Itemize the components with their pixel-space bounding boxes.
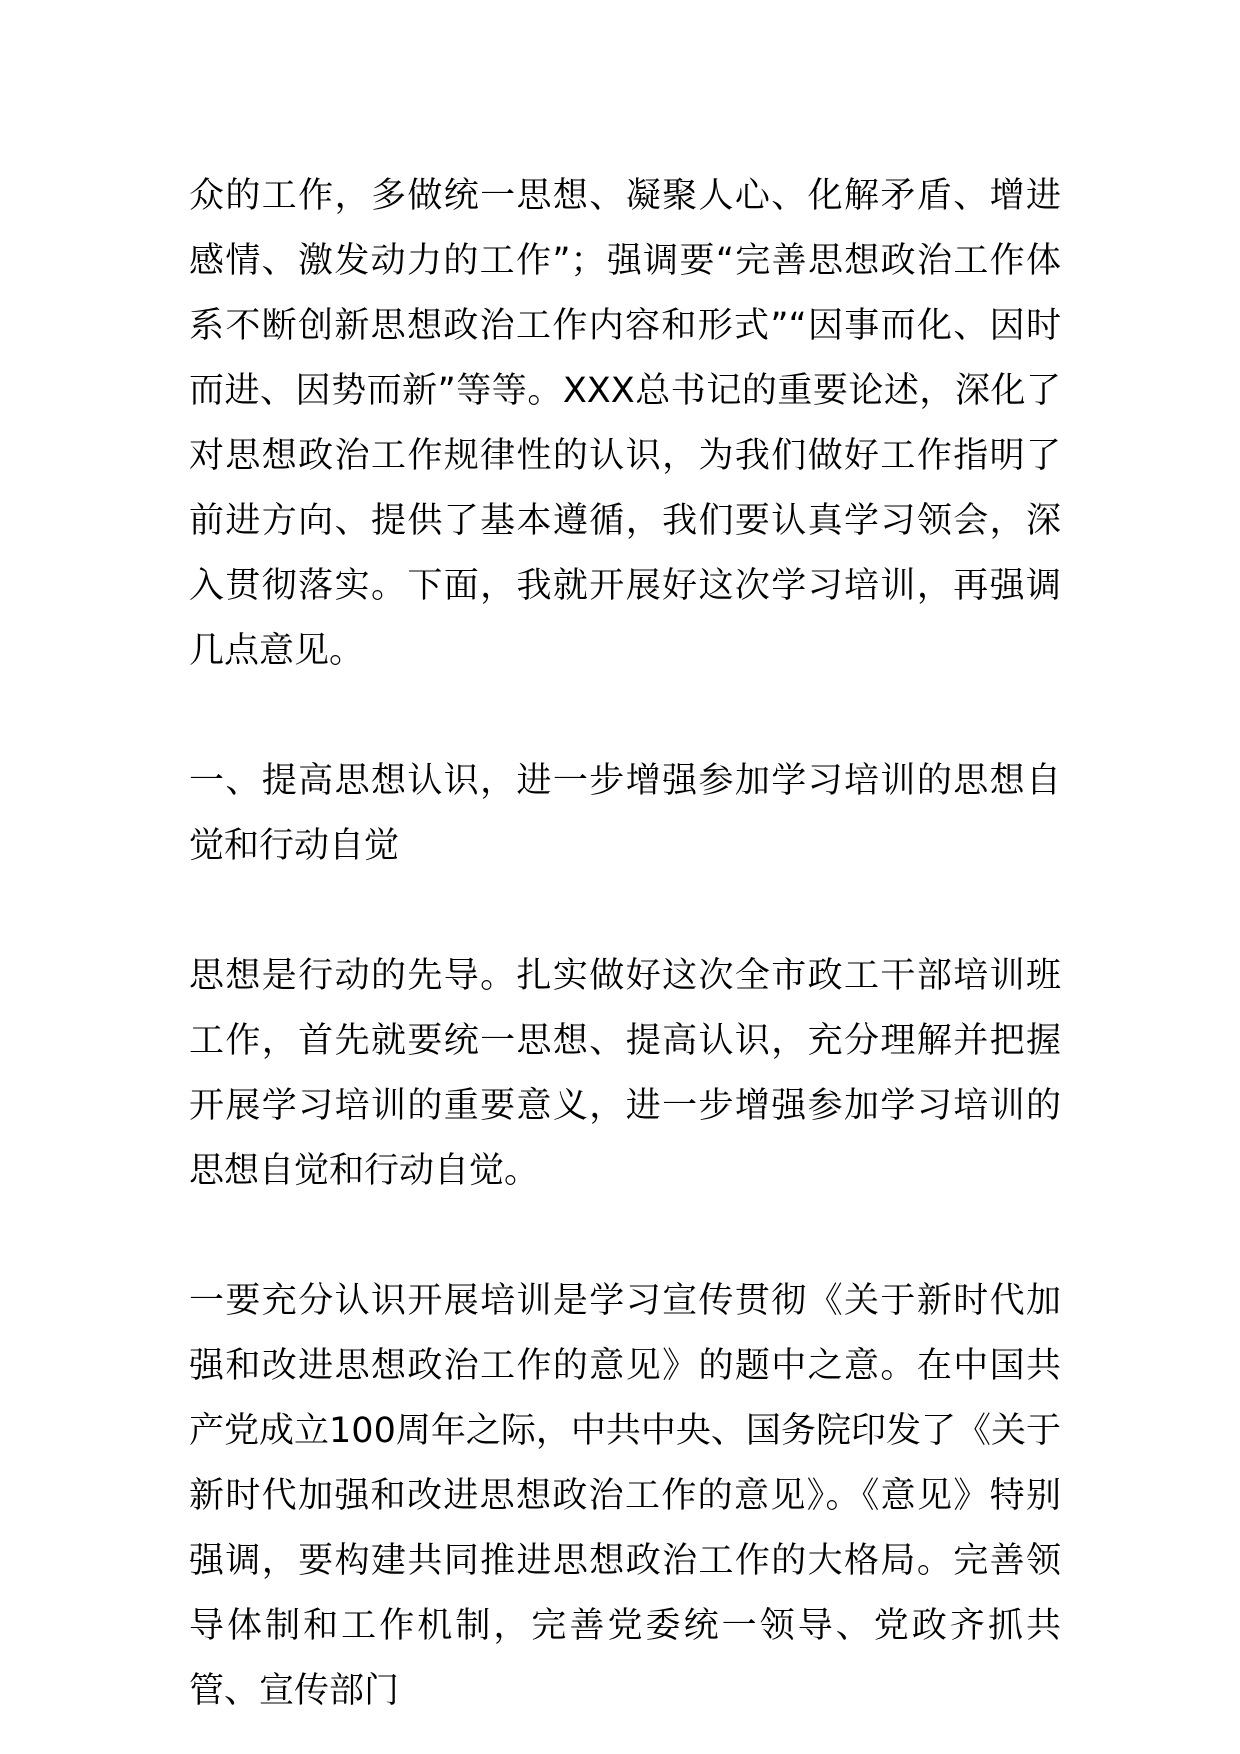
body-paragraph: 一要充分认识开展培训是学习宣传贯彻《关于新时代加强和改进思想政治工作的意见》的题中之意。在中国共产党成立100周年之际，中共中央、国务院印发了《关于新时代加强和改进思想政治工作的意见》。《意见》特别强调，要构建共同推进思想政治工作的大格局。完善领导体制和工作机制，完善党委统一领导、党政齐抓共管、宣传部门 xyxy=(189,1281,1061,1711)
document-body xyxy=(189,164,1061,1724)
section-heading: 一、提高思想认识，进一步增强参加学习培训的思想自觉和行动自觉 xyxy=(189,761,1061,866)
body-paragraph: 众的工作，多做统一思想、凝聚人心、化解矛盾、增进感情、激发动力的工作”；强调要“完善思想政治工作体系不断创新思想政治工作内容和形式”“因事而化、因时而进、因势而新”等等。XXX总书记的重要论述，深化了对思想政治工作规律性的认识，为我们做好工作指明了前进方向、提供了基本遵循，我们要认真学习领会，深入贯彻落实。下面，我就开展好这次学习培训，再强调几点意见。 xyxy=(189,176,1061,671)
body-paragraph: 思想是行动的先导。扎实做好这次全市政工干部培训班工作，首先就要统一思想、提高认识，充分理解并把握开展学习培训的重要意义，进一步增强参加学习培训的思想自觉和行动自觉。 xyxy=(189,956,1061,1191)
